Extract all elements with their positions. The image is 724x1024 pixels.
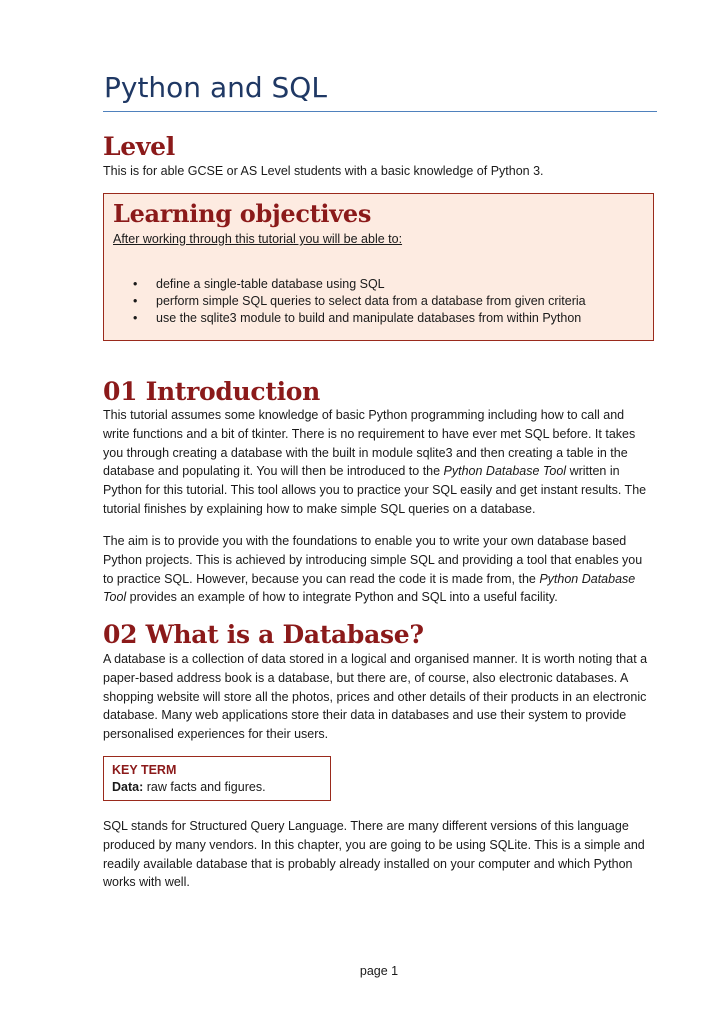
database-paragraph-1: A database is a collection of data stored in a logical and organised manner. It is worth noting that a paper-based address book is a database, but there are, of course, also electronic databases. A shopping website will store all the photos, prices and other details of their products in an electronic database. Many web applications store their data in databases and use their system to provide personalised experiences for their users. xyxy=(103,652,648,742)
text-run: The aim is to provide you with the foundations to enable you to write your own database based Python projects. This is achieved by introducing simple SQL and providing a tool that enables you to practice SQL. However, because you can read the code it is made from, the xyxy=(103,534,643,586)
key-term-label: KEY TERM xyxy=(112,763,177,777)
tool-name-emphasis: Python Database Tool xyxy=(443,464,567,479)
key-term-word: Data: xyxy=(112,780,144,794)
page-number: page 1 xyxy=(359,964,399,978)
objective-item xyxy=(128,276,586,293)
key-term-box xyxy=(103,756,331,801)
text-run: provides an example of how to integrate Python and SQL into a useful facility. xyxy=(126,590,558,605)
objective-item-text: perform simple SQL queries to select data from a database from given criteria xyxy=(156,294,586,308)
level-heading: Level xyxy=(103,132,175,161)
key-term-meaning: raw facts and figures. xyxy=(143,780,266,794)
text-run: written in Python for this tutorial. This tool allows you to practice your SQL easily and get instant results. The tutorial finishes by explaining how to make simple SQL queries on a database. xyxy=(103,464,647,516)
bullet-icon: • xyxy=(133,294,138,308)
objective-item-text: use the sqlite3 module to build and manipulate databases from within Python xyxy=(156,311,582,325)
bullet-icon: • xyxy=(133,277,138,291)
introduction-heading: 01 Introduction xyxy=(103,377,321,406)
learning-objectives-box xyxy=(103,193,654,341)
introduction-paragraph-1 xyxy=(103,406,652,519)
key-term-definition xyxy=(112,779,266,796)
title-underline-rule xyxy=(103,111,657,112)
objective-item-text: define a single-table database using SQL xyxy=(156,277,385,291)
introduction-paragraph-2 xyxy=(103,532,652,607)
bullet-icon: • xyxy=(133,311,138,325)
text-run: This tutorial assumes some knowledge of basic Python programming including how to call and write functions and a bit of tkinter. There is no requirement to have ever met SQL before. It takes you through creating a database with the built in module sqlite3 and then creating a table in the database and populating it. You will then be introduced to the xyxy=(103,408,636,479)
objectives-list xyxy=(128,276,586,327)
database-paragraph-2: SQL stands for Structured Query Language. There are many different versions of this language produced by many vendors. In this chapter, you are going to be using SQLite. This is a simple and readily available database that is probably already installed on your computer and which Python works with well. xyxy=(103,819,645,890)
objectives-intro: After working through this tutorial you will be able to: xyxy=(113,232,403,246)
objective-item xyxy=(128,293,586,310)
objective-item xyxy=(128,310,586,327)
tool-name-emphasis: Python Database Tool xyxy=(103,571,636,605)
database-heading: 02 What is a Database? xyxy=(103,620,424,649)
document-title: Python and SQL xyxy=(104,71,327,104)
level-text: This is for able GCSE or AS Level students with a basic knowledge of Python 3. xyxy=(103,164,544,178)
objectives-heading: Learning objectives xyxy=(113,199,372,228)
